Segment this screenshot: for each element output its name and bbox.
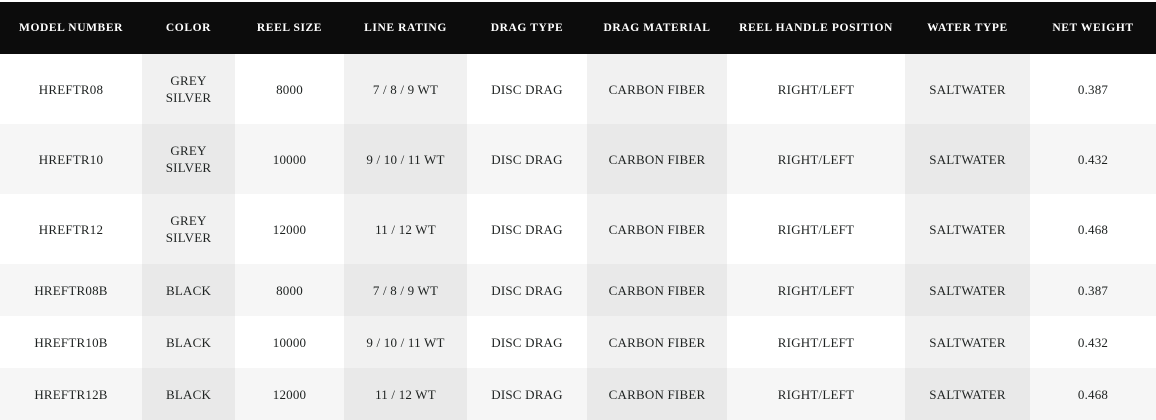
table-row bbox=[0, 194, 1156, 264]
cell-drag-material: CARBON FIBER bbox=[587, 124, 727, 194]
cell-line-rating: 7 / 8 / 9 WT bbox=[344, 264, 467, 316]
cell-model-number: HREFTR12B bbox=[0, 368, 142, 420]
cell-drag-type: DISC DRAG bbox=[467, 264, 587, 316]
cell-color: GREY SILVER bbox=[142, 124, 235, 194]
cell-color: GREY SILVER bbox=[142, 194, 235, 264]
cell-model-number: HREFTR08 bbox=[0, 54, 142, 124]
cell-water-type: SALTWATER bbox=[905, 194, 1030, 264]
column-header-model-number: MODEL NUMBER bbox=[0, 2, 142, 54]
cell-drag-type: DISC DRAG bbox=[467, 54, 587, 124]
cell-line-rating: 9 / 10 / 11 WT bbox=[344, 316, 467, 368]
cell-water-type: SALTWATER bbox=[905, 264, 1030, 316]
header-row bbox=[0, 2, 1156, 54]
cell-model-number: HREFTR10 bbox=[0, 124, 142, 194]
cell-line-rating: 9 / 10 / 11 WT bbox=[344, 124, 467, 194]
cell-reel-size: 8000 bbox=[235, 54, 344, 124]
column-header-water-type: WATER TYPE bbox=[905, 2, 1030, 54]
cell-net-weight: 0.468 bbox=[1030, 368, 1156, 420]
column-header-line-rating: LINE RATING bbox=[344, 2, 467, 54]
column-header-reel-size: REEL SIZE bbox=[235, 2, 344, 54]
cell-reel-handle-position: RIGHT/LEFT bbox=[727, 368, 905, 420]
cell-reel-size: 8000 bbox=[235, 264, 344, 316]
cell-line-rating: 11 / 12 WT bbox=[344, 368, 467, 420]
cell-water-type: SALTWATER bbox=[905, 368, 1030, 420]
cell-reel-size: 10000 bbox=[235, 316, 344, 368]
cell-drag-material: CARBON FIBER bbox=[587, 368, 727, 420]
cell-drag-material: CARBON FIBER bbox=[587, 54, 727, 124]
cell-reel-handle-position: RIGHT/LEFT bbox=[727, 194, 905, 264]
cell-net-weight: 0.387 bbox=[1030, 264, 1156, 316]
cell-drag-type: DISC DRAG bbox=[467, 194, 587, 264]
table-body bbox=[0, 54, 1156, 420]
cell-reel-handle-position: RIGHT/LEFT bbox=[727, 54, 905, 124]
cell-drag-type: DISC DRAG bbox=[467, 316, 587, 368]
table-row bbox=[0, 264, 1156, 316]
cell-model-number: HREFTR10B bbox=[0, 316, 142, 368]
table-row bbox=[0, 316, 1156, 368]
cell-net-weight: 0.468 bbox=[1030, 194, 1156, 264]
cell-reel-size: 12000 bbox=[235, 194, 344, 264]
cell-model-number: HREFTR12 bbox=[0, 194, 142, 264]
cell-drag-type: DISC DRAG bbox=[467, 124, 587, 194]
cell-color: BLACK bbox=[142, 264, 235, 316]
cell-reel-size: 10000 bbox=[235, 124, 344, 194]
column-header-color: COLOR bbox=[142, 2, 235, 54]
table-row bbox=[0, 124, 1156, 194]
table-row bbox=[0, 368, 1156, 420]
cell-water-type: SALTWATER bbox=[905, 316, 1030, 368]
cell-drag-material: CARBON FIBER bbox=[587, 316, 727, 368]
cell-net-weight: 0.432 bbox=[1030, 316, 1156, 368]
cell-model-number: HREFTR08B bbox=[0, 264, 142, 316]
cell-color: BLACK bbox=[142, 316, 235, 368]
table-header bbox=[0, 2, 1156, 54]
column-header-drag-type: DRAG TYPE bbox=[467, 2, 587, 54]
cell-color: BLACK bbox=[142, 368, 235, 420]
cell-reel-handle-position: RIGHT/LEFT bbox=[727, 264, 905, 316]
cell-net-weight: 0.387 bbox=[1030, 54, 1156, 124]
cell-reel-handle-position: RIGHT/LEFT bbox=[727, 316, 905, 368]
cell-reel-handle-position: RIGHT/LEFT bbox=[727, 124, 905, 194]
cell-water-type: SALTWATER bbox=[905, 54, 1030, 124]
cell-line-rating: 11 / 12 WT bbox=[344, 194, 467, 264]
cell-drag-type: DISC DRAG bbox=[467, 368, 587, 420]
table-row bbox=[0, 54, 1156, 124]
cell-reel-size: 12000 bbox=[235, 368, 344, 420]
column-header-drag-material: DRAG MATERIAL bbox=[587, 2, 727, 54]
cell-line-rating: 7 / 8 / 9 WT bbox=[344, 54, 467, 124]
column-header-reel-handle-position: REEL HANDLE POSITION bbox=[727, 2, 905, 54]
column-header-net-weight: NET WEIGHT bbox=[1030, 2, 1156, 54]
cell-drag-material: CARBON FIBER bbox=[587, 264, 727, 316]
cell-drag-material: CARBON FIBER bbox=[587, 194, 727, 264]
cell-water-type: SALTWATER bbox=[905, 124, 1030, 194]
cell-color: GREY SILVER bbox=[142, 54, 235, 124]
product-spec-table bbox=[0, 2, 1156, 420]
cell-net-weight: 0.432 bbox=[1030, 124, 1156, 194]
